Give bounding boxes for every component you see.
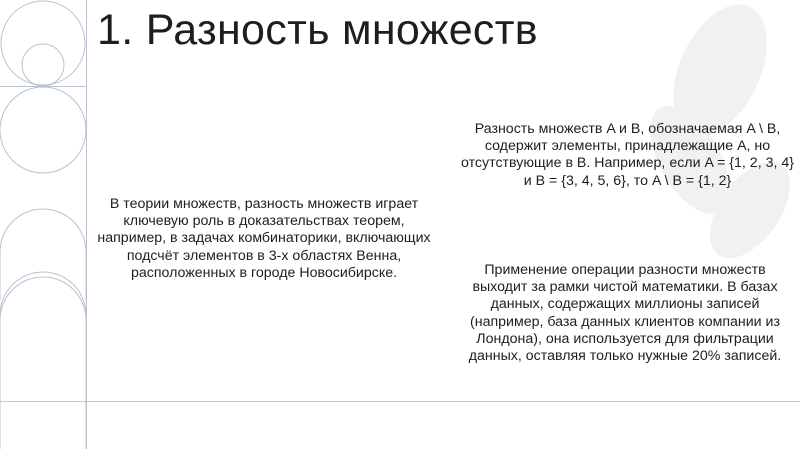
- slide-title: 1. Разность множеств: [97, 6, 538, 54]
- arch-shape-1: [0, 209, 86, 300]
- paragraph-right-bottom: Применение операции разности множеств выходит за рамки чистой математики. В базах данных, содержащих миллионы записей (например, база данных клиентов компании из Лондона), она используется для фильтрации данных, оставляя только нужные 20% записей.: [468, 262, 782, 365]
- arch-shape-3: [0, 277, 86, 449]
- bottom-divider-line: [0, 401, 800, 402]
- middle-circle: [0, 87, 86, 173]
- arch-shape-2: [0, 272, 86, 402]
- paragraph-right-top: Разность множеств A и B, обозначаемая A \ B, содержит элементы, принадлежащие A, но отсутствующие в B. Например, если A = {1, 2, 3, 4} и B = {3, 4, 5, 6}, то A \ B = {1, 2}: [461, 121, 794, 189]
- small-circle: [22, 44, 64, 86]
- paragraph-left: В теории множеств, разность множеств играет ключевую роль в доказательствах теорем, например, в задачах комбинаторики, включающих подсчёт элементов в 3-х областях Венна, расположенных в городе Новосибирске.: [97, 196, 431, 281]
- top-circle: [1, 1, 85, 85]
